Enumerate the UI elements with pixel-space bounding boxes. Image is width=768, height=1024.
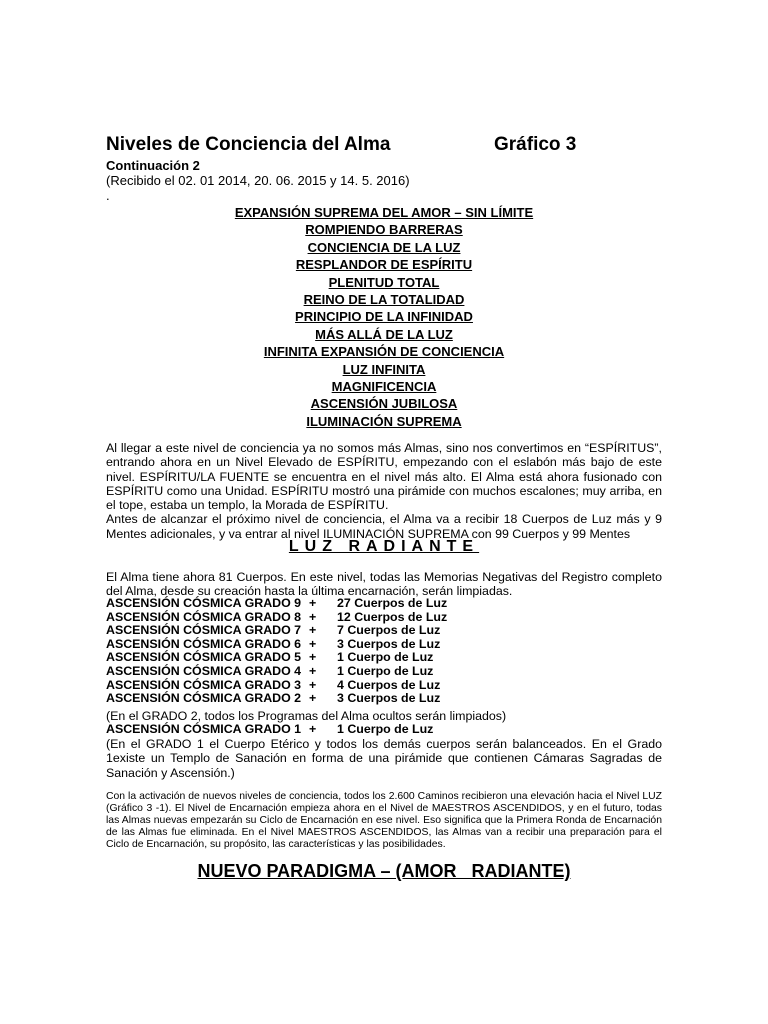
luz-paragraph: El Alma tiene ahora 81 Cuerpos. En este nivel, todas las Memorias Negativas del Registro completo del Alma, desde su creación hasta la última encarnación, serán limpiadas. <box>106 570 662 599</box>
levels-list <box>106 204 662 430</box>
level-item: RESPLANDOR DE ESPÍRITU <box>295 257 473 273</box>
grade-row: ASCENSIÓN CÓSMICA GRADO 2 + 3 Cuerpos de Luz <box>106 691 441 706</box>
grade-row: ASCENSIÓN CÓSMICA GRADO 9 + 27 Cuerpos de Luz <box>106 596 448 610</box>
nuevo-paradigma-heading: NUEVO PARADIGMA – (AMOR RADIANTE) <box>197 861 571 881</box>
level-item: LUZ INFINITA <box>342 361 426 377</box>
grade-row: ASCENSIÓN CÓSMICA GRADO 3 + 4 Cuerpos de Luz <box>106 677 441 692</box>
level-item: INFINITA EXPANSIÓN DE CONCIENCIA <box>263 344 505 360</box>
received-dates: (Recibido el 02. 01 2014, 20. 06. 2015 y 14. 5. 2016) <box>106 173 410 188</box>
level-item: ILUMINACIÓN SUPREMA <box>306 413 462 429</box>
intro-paragraphs <box>106 441 662 541</box>
grade-row: ASCENSIÓN CÓSMICA GRADO 5 + 1 Cuerpo de Luz <box>106 650 434 665</box>
level-item: ASCENSIÓN JUBILOSA <box>310 396 458 412</box>
grade-row: ASCENSIÓN CÓSMICA GRADO 6 + 3 Cuerpos de Luz <box>106 636 441 651</box>
level-item: ROMPIENDO BARRERAS <box>305 222 463 238</box>
title-text: Niveles de Conciencia del Alma <box>106 134 391 155</box>
luz-radiante-heading: LUZ RADIANTE <box>288 538 480 555</box>
level-item: PRINCIPIO DE LA INFINIDAD <box>295 309 473 325</box>
grade-row: ASCENSIÓN CÓSMICA GRADO 8 + 12 Cuerpos de Luz <box>106 609 448 624</box>
level-item: REINO DE LA TOTALIDAD <box>303 291 465 307</box>
level-item: CONCIENCIA DE LA LUZ <box>307 239 461 255</box>
dot-line: . <box>106 188 110 203</box>
continuation-label: Continuación 2 <box>106 158 200 173</box>
grade-row: ASCENSIÓN CÓSMICA GRADO 4 + 1 Cuerpo de Luz <box>106 663 434 678</box>
level-item: EXPANSIÓN SUPREMA DEL AMOR – SIN LÍMITE <box>234 205 534 220</box>
intro-paragraph-2: Antes de alcanzar el próximo nivel de conciencia, el Alma va a recibir 18 Cuerpos de Luz más y 9 Mentes adicionales, y va entrar al nivel ILUMINACIÓN SUPREMA con 99 Cuerpos y 99 Mentes <box>106 512 662 541</box>
grade1-note: (En el GRADO 1 el Cuerpo Etérico y todos los demás cuerpos serán balanceados. En el Grado 1existe un Templo de Sanación en forma de una pirámide que contienen Cámaras Sagradas de Sanación y Ascensión.) <box>106 737 662 780</box>
level-item: MÁS ALLÁ DE LA LUZ <box>315 326 453 342</box>
document-title <box>106 134 666 160</box>
level-item: PLENITUD TOTAL <box>328 274 440 290</box>
intro-paragraph-1: Al llegar a este nivel de conciencia ya no somos más Almas, sino nos convertimos en “ESPÍRITUS”, entrando ahora en un Nivel Elevado de ESPÍRITU, empezando con el eslabón más bajo de este nivel. ESPÍRITU/LA FUENTE se encuentra en el nivel más alto. El Alma está ahora fusionado con ESPÍRITU como una Unidad. ESPÍRITU mostró una pirámide con muchos escalones; muy arriba, en el tope, estaba un templo, la Morada de ESPÍRITU. <box>106 441 662 513</box>
grade2-note: (En el GRADO 2, todos los Programas del Alma ocultos serán limpiados) <box>106 709 507 723</box>
small-paragraph: Con la activación de nuevos niveles de conciencia, todos los 2.600 Caminos recibieron una elevación hacia el Nivel LUZ (Gráfico 3 -1). El Nivel de Encarnación empieza ahora en el Nivel de MAESTROS ASCENDIDOS, y en el futuro, todas las Almas nuevas empezarán su Ciclo de Encarnación en ese nivel. Eso significa que la Primera Ronda de Encarnación de las Almas fue eliminada. En el Nivel MAESTROS ASCENDIDOS, las Almas van a recibir una preparación para el Ciclo de Encarnación, su propósito, las características y las posibilidades. <box>106 791 662 851</box>
grade-row: ASCENSIÓN CÓSMICA GRADO 7 + 7 Cuerpos de Luz <box>106 623 441 638</box>
grades-list <box>106 597 662 706</box>
level-item: MAGNIFICENCIA <box>331 378 437 394</box>
graphic-label: Gráfico 3 <box>494 134 577 155</box>
grade1-row: ASCENSIÓN CÓSMICA GRADO 1 + 1 Cuerpo de Luz <box>106 722 434 736</box>
